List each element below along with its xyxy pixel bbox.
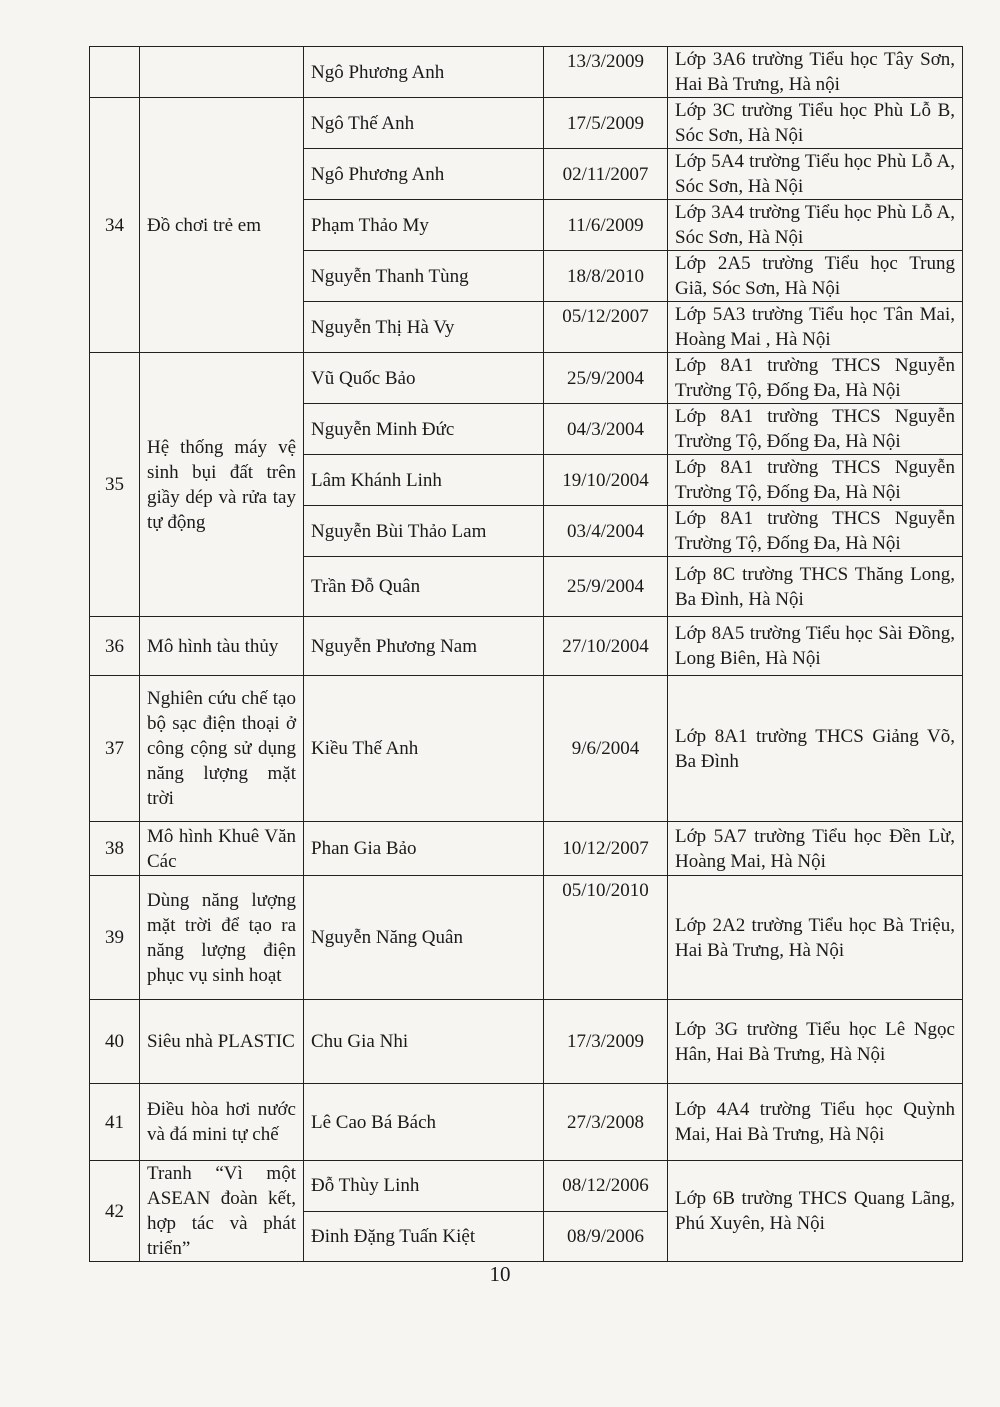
student-name: Phan Gia Bảo: [304, 822, 544, 876]
student-name: Nguyễn Minh Đức: [304, 404, 544, 455]
topic-cell: Đồ chơi trẻ em: [140, 98, 304, 353]
stt-cell: 41: [90, 1084, 140, 1161]
birth-date: 25/9/2004: [544, 353, 668, 404]
student-name: Đỗ Thùy Linh: [304, 1161, 544, 1212]
student-name: Phạm Thảo My: [304, 200, 544, 251]
topic-cell: Mô hình tàu thủy: [140, 617, 304, 676]
topic-cell: Điều hòa hơi nước và đá mini tự chế: [140, 1084, 304, 1161]
table-row: [90, 1000, 963, 1084]
school-cell: Lớp 6B trường THCS Quang Lãng, Phú Xuyên, Hà Nội: [668, 1161, 963, 1262]
birth-date: 17/5/2009: [544, 98, 668, 149]
school-cell: Lớp 3A6 trường Tiểu học Tây Sơn, Hai Bà Trưng, Hà nội: [668, 47, 963, 98]
student-name: Nguyễn Phương Nam: [304, 617, 544, 676]
topic-cell: [140, 47, 304, 98]
school-cell: Lớp 8A1 trường THCS Giảng Võ, Ba Đình: [668, 676, 963, 822]
topic-cell: Tranh “Vì một ASEAN đoàn kết, hợp tác và phát triển”: [140, 1161, 304, 1262]
school-cell: Lớp 8A1 trường THCS Nguyễn Trường Tộ, Đống Đa, Hà Nội: [668, 455, 963, 506]
student-name: Ngô Phương Anh: [304, 149, 544, 200]
school-cell: Lớp 3G trường Tiểu học Lê Ngọc Hân, Hai Bà Trưng, Hà Nội: [668, 1000, 963, 1084]
student-name: Kiều Thế Anh: [304, 676, 544, 822]
table-row: [90, 676, 963, 822]
school-cell: Lớp 5A7 trường Tiểu học Đền Lừ, Hoàng Mai, Hà Nội: [668, 822, 963, 876]
stt-cell: 39: [90, 876, 140, 1000]
student-name: Ngô Thế Anh: [304, 98, 544, 149]
school-cell: Lớp 4A4 trường Tiểu học Quỳnh Mai, Hai Bà Trưng, Hà Nội: [668, 1084, 963, 1161]
school-cell: Lớp 8A1 trường THCS Nguyễn Trường Tộ, Đống Đa, Hà Nội: [668, 353, 963, 404]
birth-date: 08/9/2006: [544, 1211, 668, 1262]
birth-date: 02/11/2007: [544, 149, 668, 200]
student-name: Vũ Quốc Bảo: [304, 353, 544, 404]
school-cell: Lớp 2A2 trường Tiểu học Bà Triệu, Hai Bà Trưng, Hà Nội: [668, 876, 963, 1000]
table-row: [90, 617, 963, 676]
birth-date: 05/12/2007: [544, 302, 668, 353]
stt-cell: [90, 47, 140, 98]
table-row: [90, 353, 963, 404]
student-name: Nguyễn Thị Hà Vy: [304, 302, 544, 353]
table-row: [90, 1084, 963, 1161]
page-number: 10: [489, 1262, 511, 1286]
stt-cell: 34: [90, 98, 140, 353]
stt-cell: 40: [90, 1000, 140, 1084]
birth-date: 10/12/2007: [544, 822, 668, 876]
birth-date: 08/12/2006: [544, 1161, 668, 1212]
school-cell: Lớp 8A1 trường THCS Nguyễn Trường Tộ, Đống Đa, Hà Nội: [668, 404, 963, 455]
student-name: Đinh Đặng Tuấn Kiệt: [304, 1211, 544, 1262]
table-row: [90, 1161, 963, 1212]
birth-date: 19/10/2004: [544, 455, 668, 506]
student-name: Ngô Phương Anh: [304, 47, 544, 98]
student-name: Nguyễn Bùi Thảo Lam: [304, 506, 544, 557]
student-name: Lâm Khánh Linh: [304, 455, 544, 506]
student-name: Chu Gia Nhi: [304, 1000, 544, 1084]
student-name: Nguyễn Thanh Tùng: [304, 251, 544, 302]
school-cell: Lớp 5A3 trường Tiểu học Tân Mai, Hoàng Mai , Hà Nội: [668, 302, 963, 353]
birth-date: 9/6/2004: [544, 676, 668, 822]
stt-cell: 42: [90, 1161, 140, 1262]
stt-cell: 36: [90, 617, 140, 676]
stt-cell: 37: [90, 676, 140, 822]
table-row: [90, 822, 963, 876]
school-cell: Lớp 8A5 trường Tiểu học Sài Đồng, Long Biên, Hà Nội: [668, 617, 963, 676]
school-cell: Lớp 8A1 trường THCS Nguyễn Trường Tộ, Đống Đa, Hà Nội: [668, 506, 963, 557]
birth-date: 27/10/2004: [544, 617, 668, 676]
student-name: Lê Cao Bá Bách: [304, 1084, 544, 1161]
birth-date: 11/6/2009: [544, 200, 668, 251]
topic-cell: Hệ thống máy vệ sinh bụi đất trên giầy dép và rửa tay tự động: [140, 353, 304, 617]
school-cell: Lớp 5A4 trường Tiểu học Phù Lỗ A, Sóc Sơn, Hà Nội: [668, 149, 963, 200]
topic-cell: Siêu nhà PLASTIC: [140, 1000, 304, 1084]
roster-table: [89, 46, 963, 1262]
stt-cell: 35: [90, 353, 140, 617]
topic-cell: Dùng năng lượng mặt trời để tạo ra năng lượng điện phục vụ sinh hoạt: [140, 876, 304, 1000]
table-row: [90, 47, 963, 98]
birth-date: 13/3/2009: [544, 47, 668, 98]
table-row: [90, 98, 963, 149]
school-cell: Lớp 3C trường Tiểu học Phù Lỗ B, Sóc Sơn, Hà Nội: [668, 98, 963, 149]
school-cell: Lớp 3A4 trường Tiểu học Phù Lỗ A, Sóc Sơn, Hà Nội: [668, 200, 963, 251]
birth-date: 17/3/2009: [544, 1000, 668, 1084]
table-row: [90, 876, 963, 1000]
birth-date: 03/4/2004: [544, 506, 668, 557]
birth-date: 27/3/2008: [544, 1084, 668, 1161]
stt-cell: 38: [90, 822, 140, 876]
topic-cell: Mô hình Khuê Văn Các: [140, 822, 304, 876]
school-cell: Lớp 8C trường THCS Thăng Long, Ba Đình, Hà Nội: [668, 557, 963, 617]
birth-date: 25/9/2004: [544, 557, 668, 617]
birth-date: 05/10/2010: [544, 876, 668, 1000]
topic-cell: Nghiên cứu chế tạo bộ sạc điện thoại ở công cộng sử dụng năng lượng mặt trời: [140, 676, 304, 822]
school-cell: Lớp 2A5 trường Tiểu học Trung Giã, Sóc Sơn, Hà Nội: [668, 251, 963, 302]
birth-date: 18/8/2010: [544, 251, 668, 302]
student-name: Nguyễn Năng Quân: [304, 876, 544, 1000]
student-name: Trần Đỗ Quân: [304, 557, 544, 617]
birth-date: 04/3/2004: [544, 404, 668, 455]
